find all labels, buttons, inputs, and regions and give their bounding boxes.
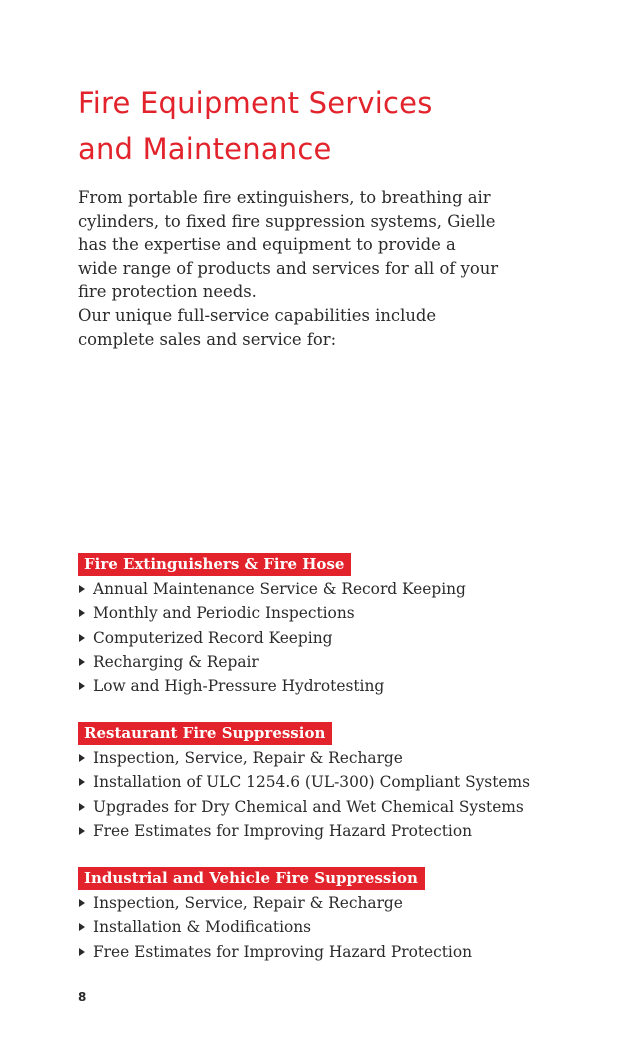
section-fire-extinguishers: [78, 553, 618, 698]
intro-line: cylinders, to fixed fire suppression systems, Gielle: [78, 211, 496, 231]
section-restaurant-fire-suppression: [78, 722, 618, 843]
list-item: Installation of ULC 1254.6 (UL-300) Compliant Systems: [78, 770, 618, 794]
intro-line: fire protection needs.: [78, 282, 257, 302]
intro-line: From portable fire extinguishers, to breathing air: [78, 188, 491, 207]
service-list: [78, 577, 618, 698]
page-title: [78, 80, 598, 172]
intro-paragraph: [78, 186, 598, 351]
list-item: Upgrades for Dry Chemical and Wet Chemical Systems: [78, 795, 618, 819]
list-item: Inspection, Service, Repair & Recharge: [78, 746, 618, 770]
page-number: 8: [78, 990, 87, 1004]
intro-line: Our unique full-service capabilities include: [78, 305, 437, 325]
list-item: Free Estimates for Improving Hazard Protection: [78, 819, 618, 843]
page-title-line-1: Fire Equipment Services: [78, 86, 433, 120]
intro-line: wide range of products and services for all of your: [78, 258, 499, 278]
intro-line: complete sales and service for:: [78, 329, 337, 349]
page-title-line-2: and Maintenance: [78, 132, 332, 166]
list-item: Monthly and Periodic Inspections: [78, 601, 618, 625]
list-item: Annual Maintenance Service & Record Keeping: [78, 577, 618, 601]
list-item: Low and High-Pressure Hydrotesting: [78, 674, 618, 698]
intro-line: has the expertise and equipment to provide a: [78, 235, 456, 255]
list-item: Computerized Record Keeping: [78, 626, 618, 650]
section-heading: Industrial and Vehicle Fire Suppression: [78, 867, 425, 890]
list-item: Inspection, Service, Repair & Recharge: [78, 891, 618, 915]
list-item: Free Estimates for Improving Hazard Protection: [78, 940, 618, 964]
section-industrial-vehicle-fire-suppression: [78, 867, 618, 964]
section-heading: Restaurant Fire Suppression: [78, 722, 332, 745]
list-item: Installation & Modifications: [78, 915, 618, 939]
section-heading: Fire Extinguishers & Fire Hose: [78, 553, 351, 576]
service-list: [78, 746, 618, 843]
service-list: [78, 891, 618, 964]
list-item: Recharging & Repair: [78, 650, 618, 674]
